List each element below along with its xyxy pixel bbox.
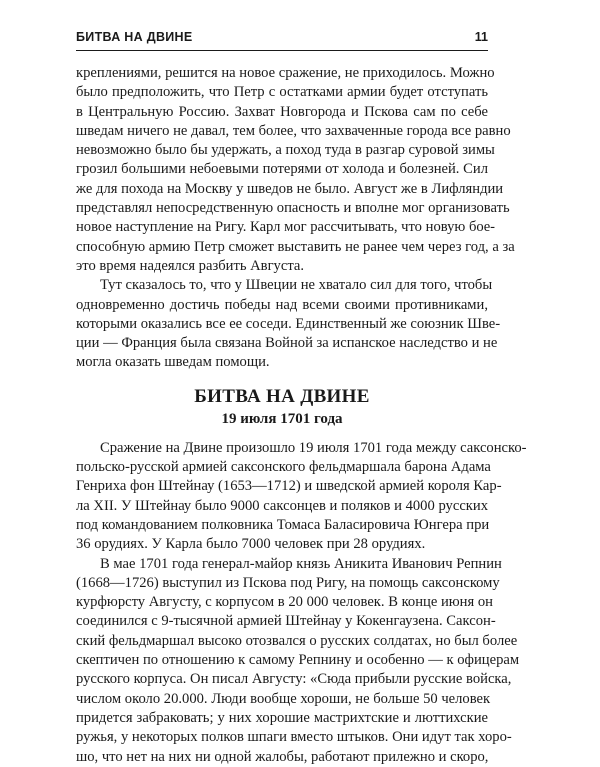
text-line: курфюрсту Августу, с корпусом в 20 000 человек. В конце июня он [76, 594, 493, 611]
text-line: невозможно было бы удержать, а поход туда в разгар суровой зимы [76, 142, 495, 159]
text-line: русского корпуса. Он писал Августу: «Сюда прибыли русские войска, [76, 671, 512, 688]
text-line: Генриха фон Штейнау (1653—1712) и шведской армией короля Кар- [76, 478, 502, 495]
text-line: скептичен по отношению к самому Репнину и особенно — к офицерам [76, 652, 520, 669]
text-line: новое наступление на Ригу. Карл мог рассчитывать, что новую боe- [76, 219, 496, 236]
text-line: ции — Франция была связана Войной за испанское наследство и не [76, 335, 498, 352]
text-line: под командованием полковника Томаса Баласировича Юнгера при [76, 516, 490, 533]
text-line: В мае 1701 года генерал-майор князь Аникита Иванович Репнин [100, 555, 502, 572]
text-line: шведам ничего не давал, тем более, что захваченные города все равно [76, 122, 511, 139]
text-line: одновременно достичь победы над всеми своими противниками, [76, 296, 488, 313]
text-line: это время надеялся разбить Августа. [76, 257, 305, 274]
page-body [76, 64, 527, 767]
paragraph-battle-overview [76, 439, 527, 555]
text-line: ский фельдмаршал высоко отозвался о русских солдатах, но был более [76, 632, 518, 649]
text-line: которыми оказались все ее соседи. Единственный же союзник Шве- [76, 315, 501, 332]
text-line: Сражение на Двине произошло 19 июля 1701 года между саксонско- [100, 439, 527, 456]
running-header-title: БИТВА НА ДВИНЕ [76, 30, 193, 44]
text-line: польско-русской армией саксонского фельдмаршала барона Адама [76, 459, 491, 476]
text-line: грозил большими небоевыми потерями от холода и болезней. Сил [76, 161, 488, 178]
text-line: ла XII. У Штейнау было 9000 саксонцев и поляков и 4000 русских [76, 497, 488, 514]
text-line: числом около 20.000. Люди вообще хороши, не больше 50 человек [76, 690, 491, 707]
section-spacer [76, 373, 488, 385]
page-number: 11 [474, 30, 488, 44]
text-line: же для похода на Москву у шведов не было. Август же в Лифляндии [76, 180, 504, 197]
text-line: могла оказать шведам помощи. [76, 354, 270, 371]
running-header [76, 28, 488, 51]
text-line: представлял непосредственную опасность и вполне мог организовать [76, 200, 510, 217]
paragraph-repnin [76, 555, 520, 767]
text-line: ружья, у некоторых полков шпаги вместо штыков. Они идут так хоро- [76, 729, 512, 746]
text-line: креплениями, решится на новое сражение, не приходилось. Можно [76, 65, 495, 81]
text-line: соединился с 9-тысячной армией Штейнау у Кокенгаузена. Саксон- [76, 613, 496, 630]
text-line: было предположить, что Петр с остатками армии будет отступать [76, 84, 488, 101]
text-line: 36 орудиях. У Карла было 7000 человек при 28 орудиях. [76, 536, 426, 553]
paragraph-continuation [76, 64, 515, 276]
text-line: (1668—1726) выступил из Пскова под Ригу, на помощь саксонскому [76, 574, 500, 591]
paragraph-sweden-strength [76, 276, 501, 372]
section-heading: БИТВА НА ДВИНЕ [194, 385, 370, 407]
text-line: в Центральную Россию. Захват Новгорода и Пскова сам по себе [76, 103, 488, 120]
text-line: способную армию Петр сможет выставить не ранее чем через год, а за [76, 238, 515, 255]
section-date: 19 июля 1701 года [221, 410, 343, 427]
text-line: Тут сказалось то, что у Швеции не хватало сил для того, чтобы [100, 277, 493, 294]
text-line: придется забраковать; у них хорошие мастрихтские и люттихские [76, 709, 488, 726]
text-line: шо, что нет на них ни одной жалобы, работают прилежно и скоро, [76, 748, 489, 765]
